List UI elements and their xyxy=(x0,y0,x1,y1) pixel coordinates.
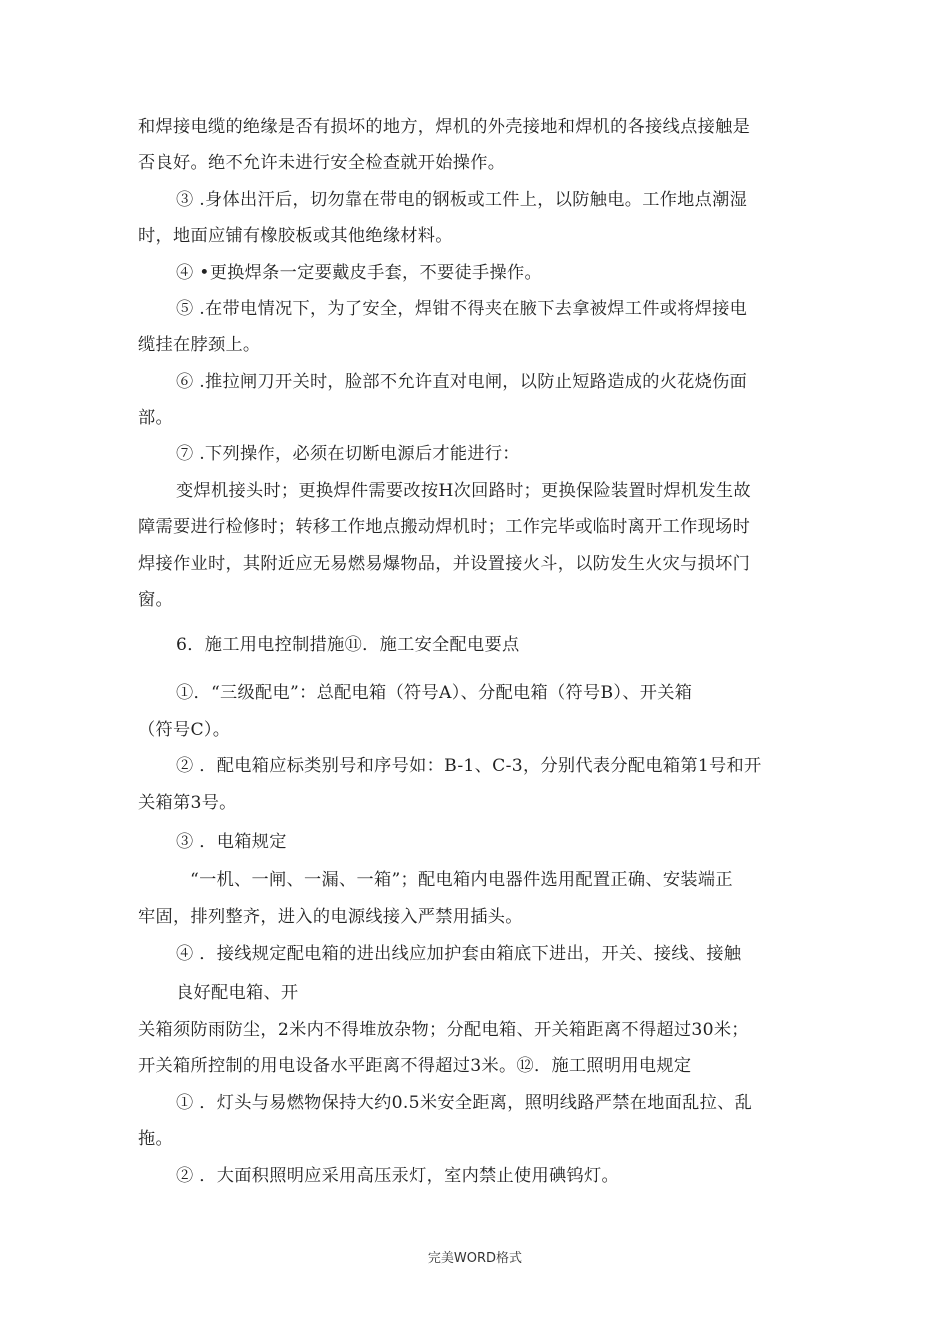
text-line: 时，地面应铺有橡胶板或其他绝缘材料。 xyxy=(138,226,453,246)
text-line: 缆挂在脖颈上。 xyxy=(138,335,261,355)
text-line: 和焊接电缆的绝缘是否有损坏的地方，焊机的外壳接地和焊机的各接线点接触是 xyxy=(138,117,751,137)
text-line: ④ •更换焊条一定要戴皮手套，不要徒手操作。 xyxy=(176,263,542,283)
text-line: ③ .身体出汗后，切勿靠在带电的钢板或工件上，以防触电。工作地点潮湿 xyxy=(176,190,748,210)
text-line: ② ．配电箱应标类别号和序号如：B-1、C-3，分别代表分配电箱第1号和开 xyxy=(176,756,762,776)
text-line: 良好配电箱、开 xyxy=(176,983,299,1003)
text-line: ② ．大面积照明应采用高压汞灯，室内禁止使用碘钨灯。 xyxy=(176,1166,619,1186)
text-line: 变焊机接头时；更换焊件需要改按H次回路时；更换保险装置时焊机发生故 xyxy=(176,481,751,501)
text-line: 障需要进行检修时；转移工作地点搬动焊机时；工作完毕或临时离开工作现场时 xyxy=(138,517,751,537)
text-line: ⑥ .推拉闸刀开关时，脸部不允许直对电闸，以防止短路造成的火花烧伤面 xyxy=(176,372,748,392)
text-line: 窗。 xyxy=(138,590,173,610)
text-line: ④ ．接线规定配电箱的进出线应加护套由箱底下进出，开关、接线、接触 xyxy=(176,944,742,964)
text-line: 牢固，排列整齐，进入的电源线接入严禁用插头。 xyxy=(138,907,523,927)
text-line: ⑤ .在带电情况下，为了安全，焊钳不得夹在腋下去拿被焊工件或将焊接电 xyxy=(176,299,748,319)
text-line: 开关箱所控制的用电设备水平距离不得超过3米。⑫．施工照明用电规定 xyxy=(138,1056,692,1076)
text-line: 关箱须防雨防尘，2米内不得堆放杂物；分配电箱、开关箱距离不得超过30米； xyxy=(138,1020,749,1040)
text-line: 焊接作业时，其附近应无易燃易爆物品，并设置接火斗，以防发生火灾与损坏门 xyxy=(138,554,751,574)
text-line: “一机、一闸、一漏、一箱”；配电箱内电器件选用配置正确、安装端正 xyxy=(190,870,733,890)
text-line: ③ ．电箱规定 xyxy=(176,832,287,852)
page-footer: 完美WORD格式 xyxy=(427,1251,523,1266)
text-line: 拖。 xyxy=(138,1129,173,1149)
text-line: （符号C）。 xyxy=(138,720,231,740)
text-line: 部。 xyxy=(138,408,173,428)
text-line: 关箱第3号。 xyxy=(138,793,237,813)
text-line: ①．“三级配电”：总配电箱（符号A）、分配电箱（符号B）、开关箱 xyxy=(176,683,693,703)
section-heading: 6．施工用电控制措施⑪．施工安全配电要点 xyxy=(176,635,520,655)
text-line: 否良好。绝不允许未进行安全检查就开始操作。 xyxy=(138,153,506,173)
text-line: ⑦ .下列操作，必须在切断电源后才能进行： xyxy=(176,444,520,464)
text-line: ① ．灯头与易燃物保持大约0.5米安全距离，照明线路严禁在地面乱拉、乱 xyxy=(176,1093,753,1113)
